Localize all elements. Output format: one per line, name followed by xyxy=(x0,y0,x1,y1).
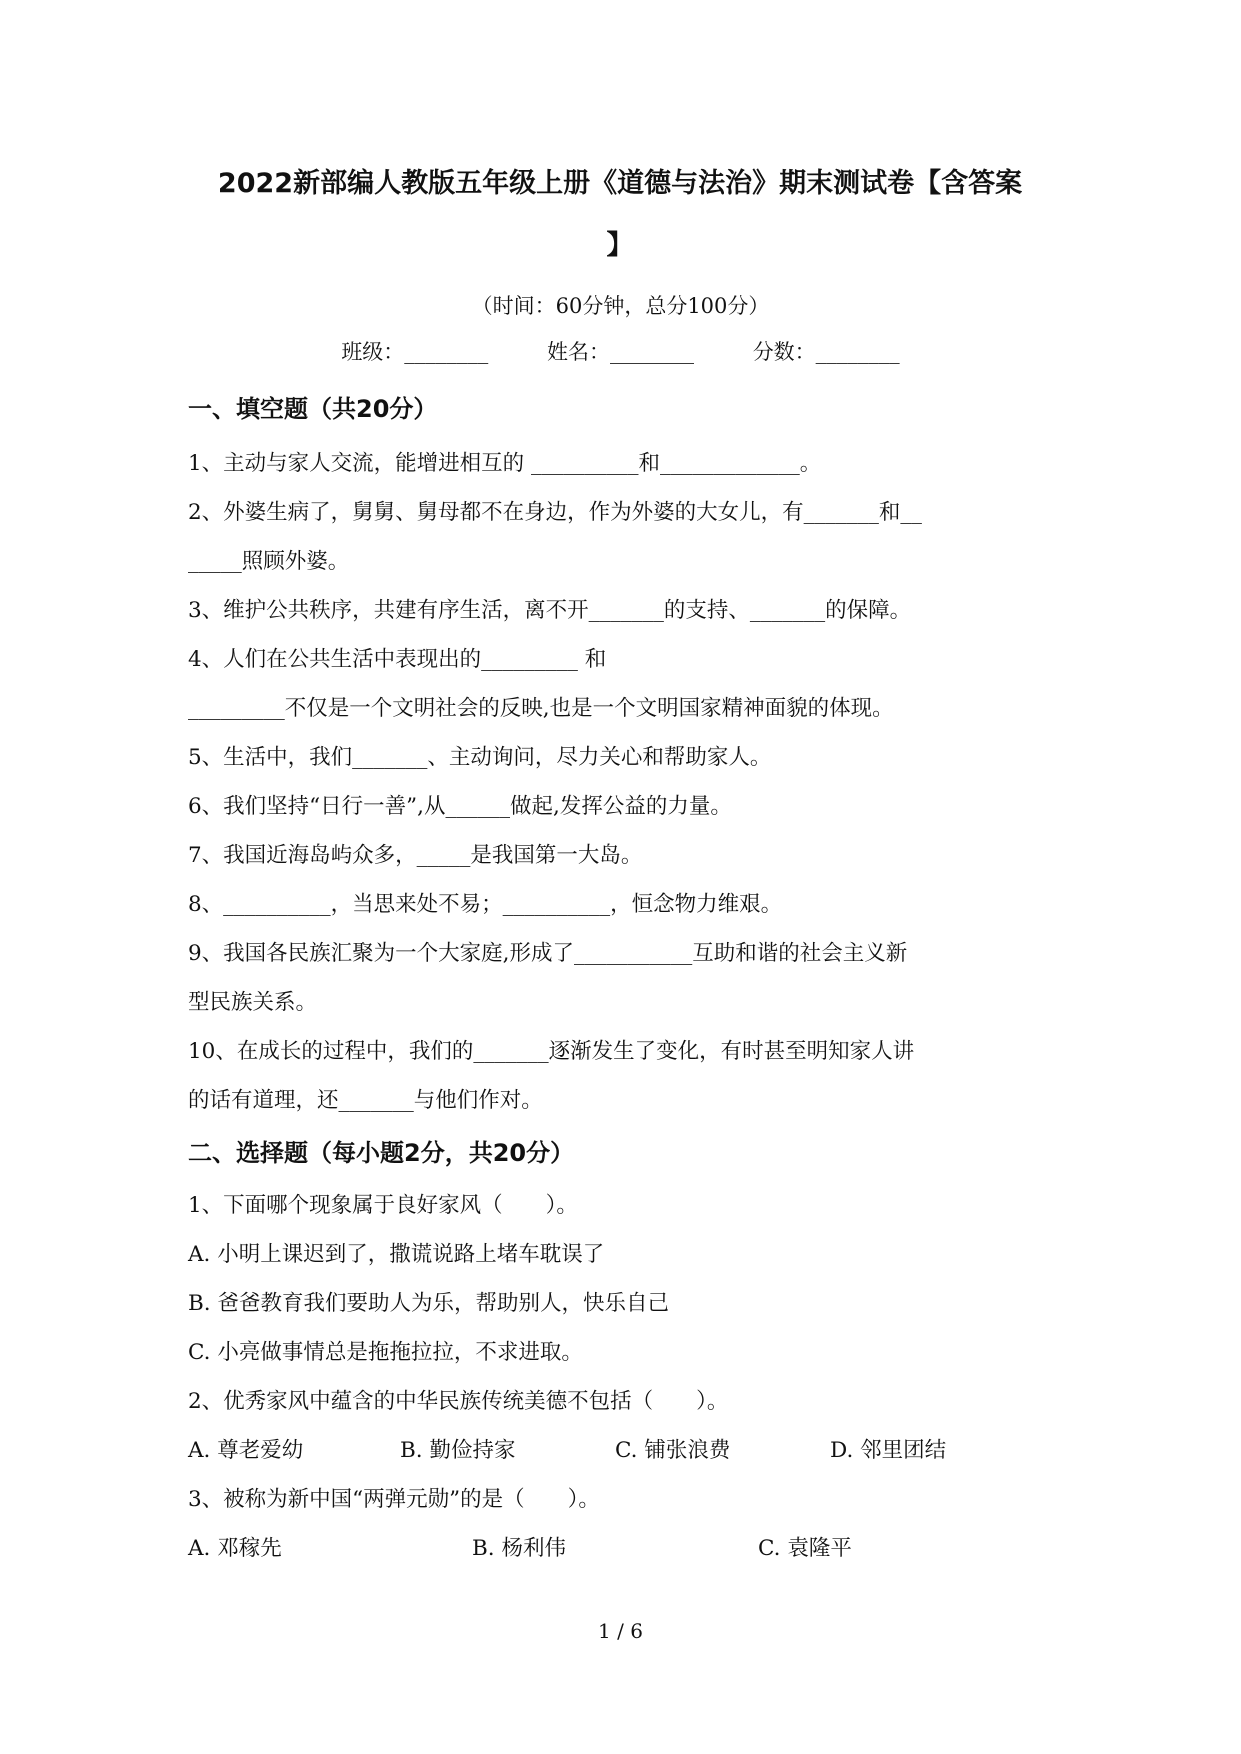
choice-question-stem: 2、优秀家风中蕴含的中华民族传统美德不包括（ ）。 xyxy=(188,1389,729,1414)
section1-heading: 一、填空题（共20分） xyxy=(188,395,438,423)
exam-title-line1: 2022新部编人教版五年级上册《道德与法治》期末测试卷【含答案 xyxy=(217,168,1023,199)
fill-question-line: 的话有道理，还_______与他们作对。 xyxy=(188,1088,543,1113)
name-field: 姓名：________ xyxy=(547,340,694,364)
score-field: 分数：________ xyxy=(752,340,900,364)
section2-heading: 二、选择题（每小题2分，共20分） xyxy=(188,1139,575,1167)
choice-option: C. 小亮做事情总是拖拖拉拉，不求进取。 xyxy=(188,1340,583,1365)
fill-question-line: 4、人们在公共生活中表现出的_________ 和 xyxy=(188,647,607,672)
fill-question-line: 1、主动与家人交流，能增进相互的 __________和_____________。 xyxy=(188,451,822,476)
choice-question-stem: 1、下面哪个现象属于良好家风（ ）。 xyxy=(188,1193,578,1218)
fill-question-line: 5、生活中，我们_______、主动询问，尽力关心和帮助家人。 xyxy=(188,745,772,770)
fill-question-line: 9、我国各民族汇聚为一个大家庭,形成了___________互助和谐的社会主义新 xyxy=(188,941,908,966)
page-number: 1 / 6 xyxy=(598,1619,643,1643)
choice-option: C. 袁隆平 xyxy=(758,1536,852,1561)
fill-question-line: 8、__________，当思来处不易；__________，恒念物力维艰。 xyxy=(188,892,783,917)
fill-question-line: 型民族关系。 xyxy=(188,990,318,1015)
class-field: 班级：________ xyxy=(341,340,489,364)
fill-question-line: _____照顾外婆。 xyxy=(188,549,350,574)
student-info-row xyxy=(0,336,1241,368)
choice-option: A. 尊老爱幼 xyxy=(188,1438,304,1463)
choice-option: B. 爸爸教育我们要助人为乐，帮助别人，快乐自己 xyxy=(188,1291,669,1316)
choice-option: A. 邓稼先 xyxy=(188,1536,282,1561)
fill-question-line: _________不仅是一个文明社会的反映,也是一个文明国家精神面貌的体现。 xyxy=(188,696,894,721)
choice-option: B. 勤俭持家 xyxy=(400,1438,516,1463)
choice-option: D. 邻里团结 xyxy=(830,1438,947,1463)
choice-option: C. 铺张浪费 xyxy=(615,1438,731,1463)
choice-option: A. 小明上课迟到了，撒谎说路上堵车耽误了 xyxy=(188,1242,605,1267)
fill-question-line: 7、我国近海岛屿众多，_____是我国第一大岛。 xyxy=(188,843,643,868)
fill-question-line: 6、我们坚持“日行一善”,从______做起,发挥公益的力量。 xyxy=(188,794,732,819)
exam-subtitle: （时间：60分钟，总分100分） xyxy=(471,294,770,318)
choice-option: B. 杨利伟 xyxy=(472,1536,566,1561)
fill-question-line: 3、维护公共秩序，共建有序生活，离不开_______的支持、_______的保障。 xyxy=(188,598,912,623)
fill-question-line: 2、外婆生病了，舅舅、舅母都不在身边，作为外婆的大女儿，有_______和__ xyxy=(188,500,922,525)
fill-question-line: 10、在成长的过程中，我们的_______逐渐发生了变化，有时甚至明知家人讲 xyxy=(188,1039,915,1064)
choice-question-stem: 3、被称为新中国“两弹元勋”的是（ ）。 xyxy=(188,1487,600,1512)
exam-title-line2: 】 xyxy=(606,230,634,261)
